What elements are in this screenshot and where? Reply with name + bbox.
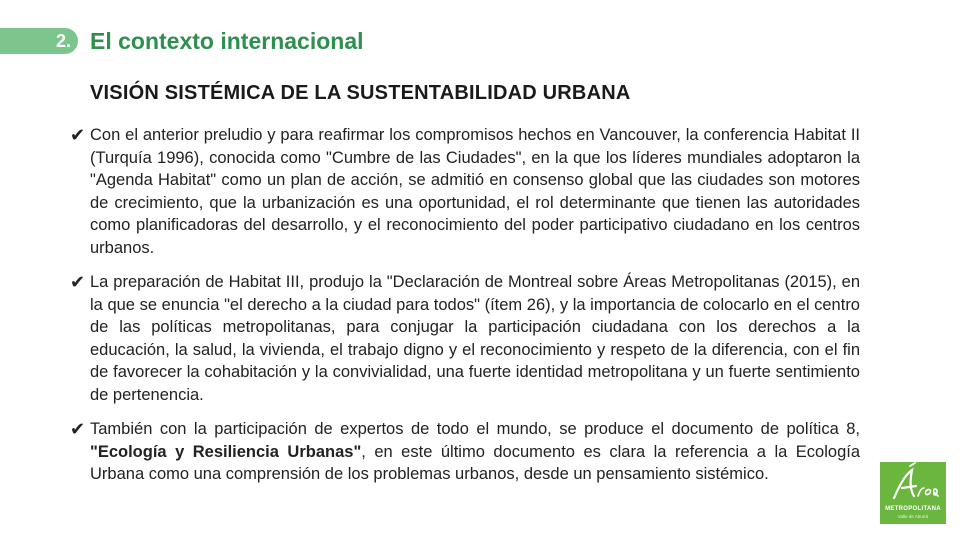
logo-line2: Valle de Aburrá bbox=[897, 514, 929, 519]
bullet-text-after: , en este último documento es clara la referencia a la Ecología Urbana como una comprensión de los problemas urbanos, desde un pensamiento sistémico. bbox=[90, 442, 861, 483]
slide-subtitle: VISIÓN SISTÉMICA DE LA SUSTENTABILIDAD URBANA bbox=[90, 82, 631, 104]
bullet-text: Con el anterior preludio y para reafirmar los compromisos hechos en Vancouver, la conferencia Habitat II (Turquía 1996), conocida como "Cumbre de las Ciudades", en la que los líderes mundiales adoptaron la "Agenda Habitat" como un plan de acción, se admitió en consenso global que las ciudades son motores de crecimiento, que la urbanización es una oportunidad, el rol determinante que tienen las autoridades como planificadoras del desarrollo, y el reconocimiento del poder participativo ciudadano en los centros urbanos. bbox=[90, 126, 860, 257]
bullet-item bbox=[70, 124, 860, 259]
checkmark-icon: ✔ bbox=[70, 419, 86, 439]
section-title: El contexto internacional bbox=[90, 28, 364, 54]
bullet-text: La preparación de Habitat III, produjo la "Declaración de Montreal sobre Áreas Metropolitanas (2015), en la que se enuncia "el derecho a la ciudad para todos" (ítem 26), y la importancia de colocarlo en el centro de las políticas metropolitanas, para conjugar la participación ciudadana con los derechos a la educación, la salud, la vivienda, el trabajo digno y el reconocimiento y respeto de la diferencia, con el fin de favorecer la cohabitación y la convivialidad, una fuerte identidad metropolitana y un fuerte sentimiento de pertenencia. bbox=[90, 273, 860, 404]
checkmark-icon: ✔ bbox=[70, 272, 86, 292]
checkmark-icon: ✔ bbox=[70, 125, 86, 145]
logo-script-mark bbox=[880, 462, 946, 506]
area-metropolitana-logo bbox=[880, 462, 946, 524]
bullet-text bbox=[90, 418, 860, 486]
logo-line1: METROPOLITANA bbox=[885, 506, 941, 512]
bullet-text-bold: "Ecología y Resiliencia Urbanas" bbox=[90, 442, 362, 461]
bullet-list bbox=[70, 124, 860, 498]
section-number: 2. bbox=[56, 31, 72, 51]
bullet-item bbox=[70, 418, 860, 486]
bullet-text-before: También con la participación de expertos de todo el mundo, se produce el documento de política 8, bbox=[90, 420, 860, 438]
bullet-item bbox=[70, 271, 860, 406]
